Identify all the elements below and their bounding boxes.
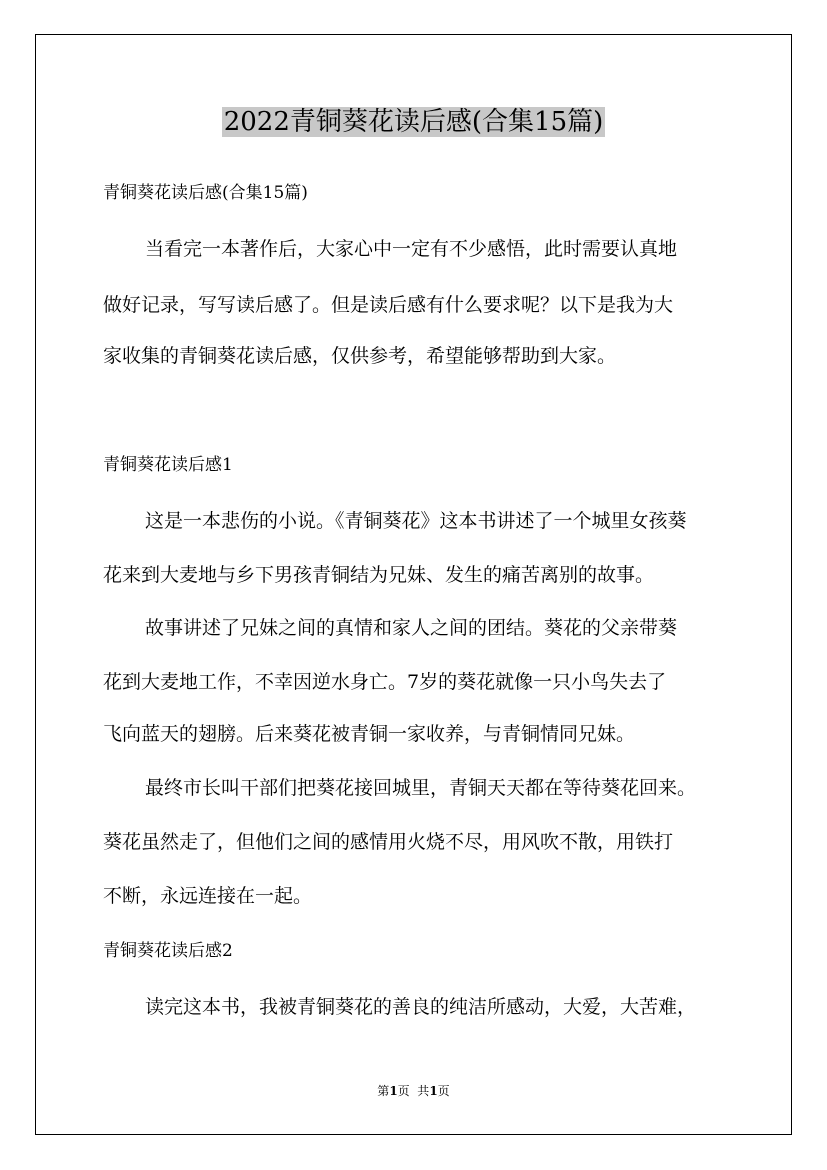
section-1-line: 这是一本悲伤的小说。《青铜葵花》这本书讲述了一个城里女孩葵 bbox=[145, 510, 687, 532]
intro-line: 当看完一本著作后，大家心中一定有不少感悟，此时需要认真地 bbox=[145, 238, 678, 260]
document-title bbox=[0, 100, 827, 144]
section-1-line: 故事讲述了兄妹之间的真情和家人之间的团结。葵花的父亲带葵 bbox=[145, 617, 678, 639]
section-2-line: 读完这本书，我被青铜葵花的善良的纯洁所感动，大爱，大苦难， bbox=[145, 996, 697, 1018]
section-1-line: 最终市长叫干部们把葵花接回城里，青铜天天都在等待葵花回来。 bbox=[145, 777, 697, 799]
section-1-line: 花来到大麦地与乡下男孩青铜结为兄妹、发生的痛苦离别的故事。 bbox=[103, 564, 655, 586]
page-current: 1 bbox=[389, 1084, 398, 1098]
section-heading-1: 青铜葵花读后感1 bbox=[103, 455, 233, 475]
page-label-mid: 页 共 bbox=[397, 1084, 430, 1098]
section-1-line: 葵花虽然走了，但他们之间的感情用火烧不尽，用风吹不散，用铁打 bbox=[103, 831, 674, 853]
section-1-line: 飞向蓝天的翅膀。后来葵花被青铜一家收养，与青铜情同兄妹。 bbox=[103, 723, 636, 745]
page-label-prefix: 第 bbox=[377, 1084, 390, 1098]
document-title-text: 2022青铜葵花读后感(合集15篇) bbox=[223, 107, 604, 137]
section-1-line: 花到大麦地工作，不幸因逆水身亡。7岁的葵花就像一只小鸟失去了 bbox=[103, 671, 667, 693]
document-subtitle: 青铜葵花读后感(合集15篇) bbox=[103, 183, 308, 203]
section-1-line: 不断，永远连接在一起。 bbox=[103, 885, 313, 907]
page-label-suffix: 页 bbox=[437, 1084, 450, 1098]
section-heading-2: 青铜葵花读后感2 bbox=[103, 941, 233, 961]
page-total: 1 bbox=[429, 1084, 438, 1098]
page-footer bbox=[0, 1082, 827, 1100]
intro-line: 做好记录，写写读后感了。但是读后感有什么要求呢？以下是我为大 bbox=[103, 294, 674, 316]
intro-line: 家收集的青铜葵花读后感，仅供参考，希望能够帮助到大家。 bbox=[103, 345, 617, 367]
